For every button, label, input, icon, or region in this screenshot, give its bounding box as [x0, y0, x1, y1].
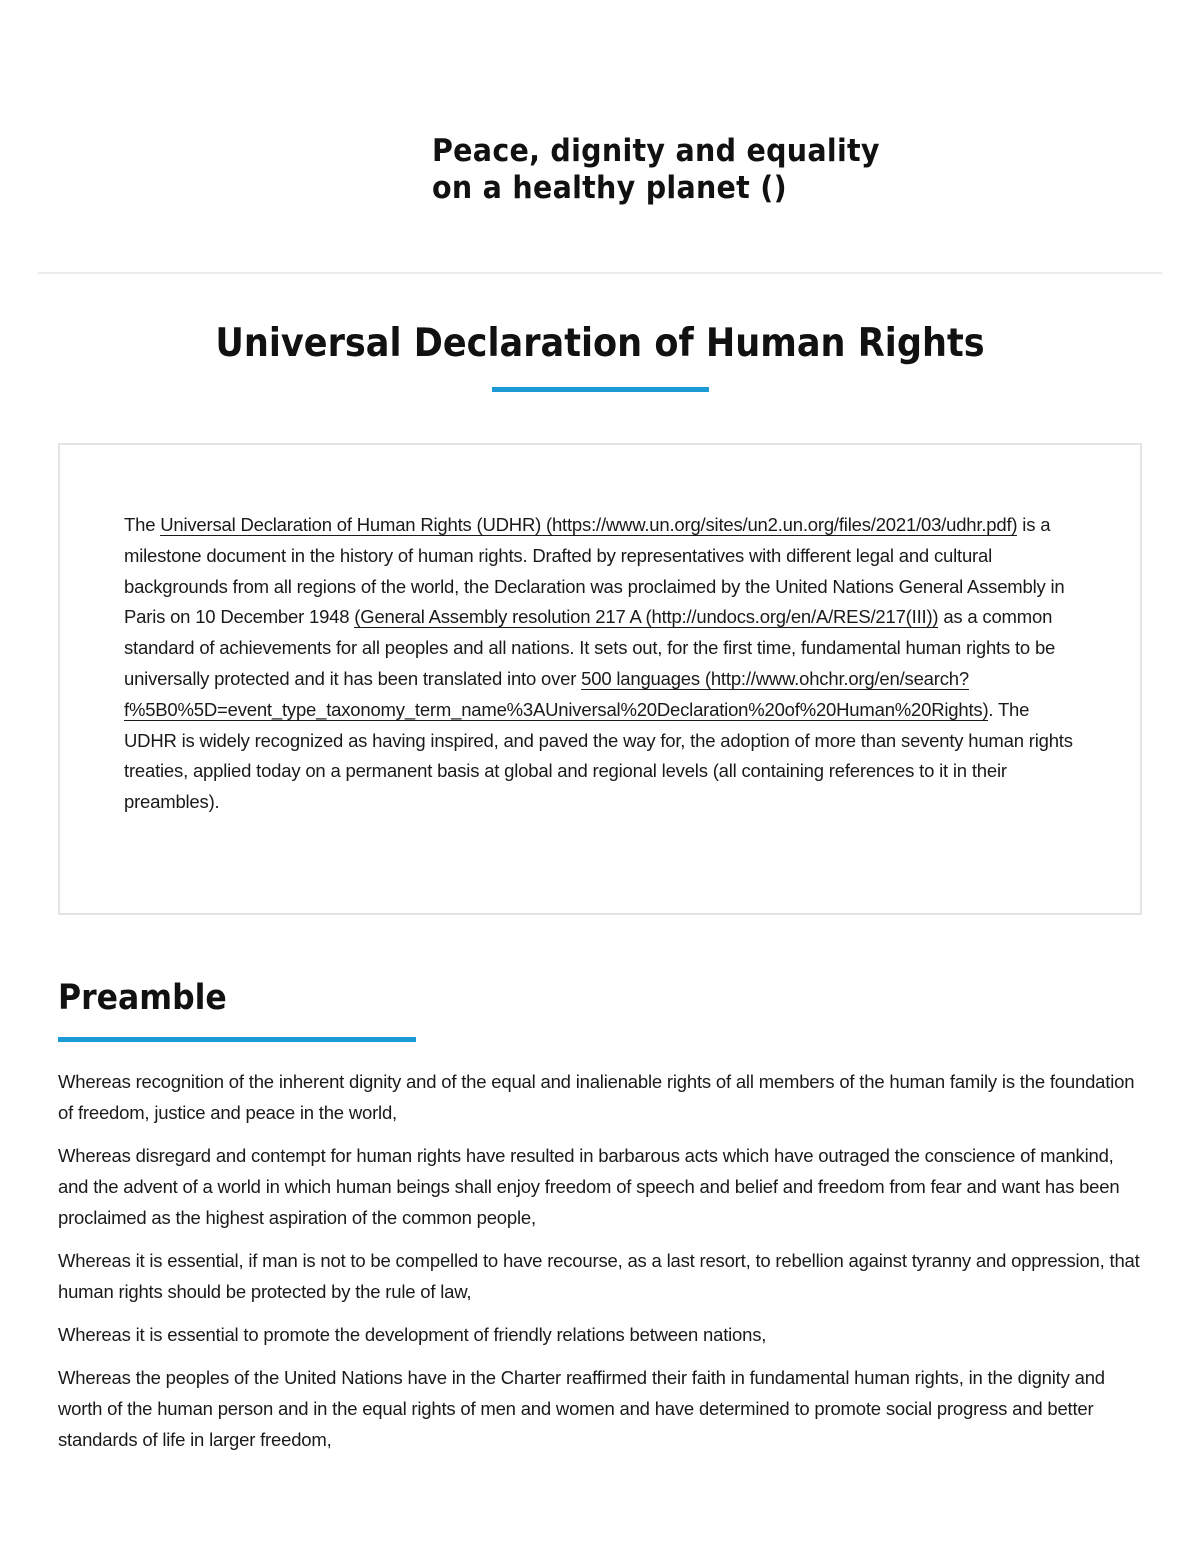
preamble-paragraph: Whereas disregard and contempt for human rights have resulted in barbarous acts which have outraged the conscience of mankind, and the advent of a world in which human beings shall enjoy freedom of speech and belief and freedom from fear and want has been proclaimed as the highest aspiration of the common people, — [58, 1145, 1120, 1228]
tagline-line-2: on a healthy planet () — [432, 170, 787, 206]
intro-text-3: as a common standard of achievements for all peoples and all nations. It sets out, for the first time, fundamental human rights to be universally protected and it has been translated into over — [124, 606, 1056, 689]
preamble-paragraph: Whereas it is essential, if man is not to be compelled to have recourse, as a last resort, to rebellion against tyranny and oppression, that human rights should be protected by the rule of law, — [58, 1249, 1140, 1302]
intro-text-4: . The UDHR is widely recognized as having inspired, and paved the way for, the adoption of more than seventy human rights treaties, applied today on a permanent basis at global and regional levels (all containing references to it in their preambles). — [124, 698, 1073, 813]
resolution-link[interactable]: (General Assembly resolution 217 A (http://undocs.org/en/A/RES/217(III)) — [354, 606, 939, 628]
preamble-paragraph: Whereas it is essential to promote the development of friendly relations between nations, — [58, 1324, 767, 1346]
site-tagline — [432, 133, 880, 207]
preamble-paragraph: Whereas recognition of the inherent dignity and of the equal and inalienable rights of all members of the human family is the foundation of freedom, justice and peace in the world, — [58, 1071, 1135, 1123]
intro-text-1: The — [124, 514, 161, 535]
title-accent-bar — [492, 387, 709, 392]
preamble-heading: Preamble — [58, 978, 227, 1018]
intro-text-2: is a milestone document in the history of human rights. Drafted by representatives with different legal and cultural backgrounds from all regions of the world, the Declaration was proclaimed by the United Nations General Assembly in Paris on 10 December 1948 — [124, 514, 1065, 628]
page-title: Universal Declaration of Human Rights — [215, 321, 985, 366]
languages-link[interactable]: 500 languages (http://www.ohchr.org/en/search?f%5B0%5D=event_type_taxonomy_term_name%3AUniversal%20Declaration%20of%20Human%20Rights) — [124, 667, 989, 720]
header-divider — [38, 272, 1162, 274]
preamble-body — [58, 1067, 1140, 1468]
tagline-line-1: Peace, dignity and equality — [432, 133, 880, 169]
preamble-paragraph: Whereas the peoples of the United Nations have in the Charter reaffirmed their faith in fundamental human rights, in the dignity and worth of the human person and in the equal rights of men and women and have determined to promote social progress and better standards of life in larger freedom, — [58, 1367, 1105, 1450]
preamble-accent-bar — [58, 1037, 416, 1042]
intro-paragraph — [124, 510, 1084, 818]
udhr-pdf-link[interactable]: Universal Declaration of Human Rights (UDHR) (https://www.un.org/sites/un2.un.org/files/2021/03/udhr.pdf) — [160, 514, 1018, 535]
